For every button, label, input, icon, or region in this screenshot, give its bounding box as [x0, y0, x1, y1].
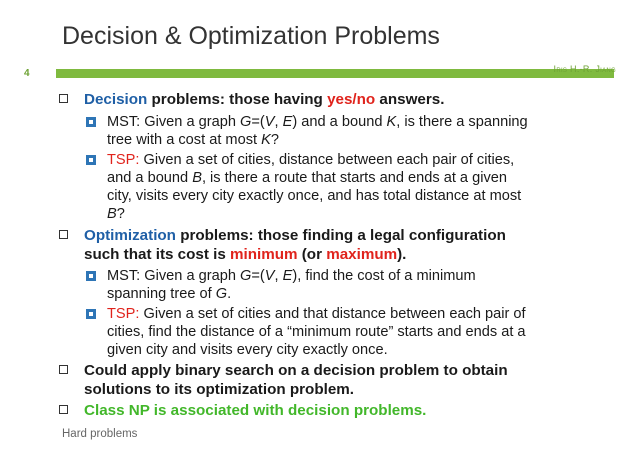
bullet-class-np: Class NP is associated with decision problems.	[84, 401, 604, 421]
sub-bullet-tsp-decision: TSP: Given a set of cities, distance between each pair of cities,	[107, 150, 607, 170]
hollow-square-bullet-icon	[59, 365, 68, 374]
slide-title: Decision & Optimization Problems	[62, 22, 440, 50]
filled-square-bullet-icon	[86, 309, 96, 319]
header-accent-bar	[56, 69, 614, 78]
hollow-square-bullet-icon	[59, 405, 68, 414]
author-name: Iris H.-R. Jiang	[553, 64, 616, 74]
sub-bullet-mst-decision: MST: Given a graph G=(V, E) and a bound K, is there a spanning	[107, 112, 607, 132]
bullet-decision: Decision problems: those having yes/no answers.	[84, 90, 604, 110]
hollow-square-bullet-icon	[59, 94, 68, 103]
bullet-optimization-cont: such that its cost is minimum (or maximum).	[84, 246, 407, 263]
sub-bullet-mst-optimization: MST: Given a graph G=(V, E), find the cost of a minimum	[107, 266, 607, 286]
filled-square-bullet-icon	[86, 271, 96, 281]
hollow-square-bullet-icon	[59, 230, 68, 239]
slide-number: 4	[24, 68, 30, 79]
bullet-binary-search: Could apply binary search on a decision problem to obtain	[84, 361, 604, 381]
sub-bullet-mst-decision-cont: tree with a cost at most K?	[107, 132, 279, 148]
sub-bullet-tsp-decision-line3: city, visits every city exactly once, and has total distance at most	[107, 188, 522, 204]
filled-square-bullet-icon	[86, 117, 96, 127]
bullet-optimization: Optimization problems: those finding a legal configuration	[84, 226, 604, 246]
filled-square-bullet-icon	[86, 155, 96, 165]
sub-bullet-tsp-decision-line4: B?	[107, 206, 125, 222]
sub-bullet-tsp-optimization-line3: given city and visits every city exactly once.	[107, 342, 388, 358]
footer-text: Hard problems	[62, 428, 138, 440]
sub-bullet-tsp-optimization-line2: cities, find the distance of a “minimum route” starts and ends at a	[107, 324, 526, 340]
bullet-binary-search-cont: solutions to its optimization problem.	[84, 381, 354, 398]
sub-bullet-tsp-optimization: TSP: Given a set of cities and that distance between each pair of	[107, 304, 607, 324]
sub-bullet-mst-optimization-cont: spanning tree of G.	[107, 286, 232, 302]
sub-bullet-tsp-decision-line2: and a bound B, is there a route that starts and ends at a given	[107, 170, 507, 186]
